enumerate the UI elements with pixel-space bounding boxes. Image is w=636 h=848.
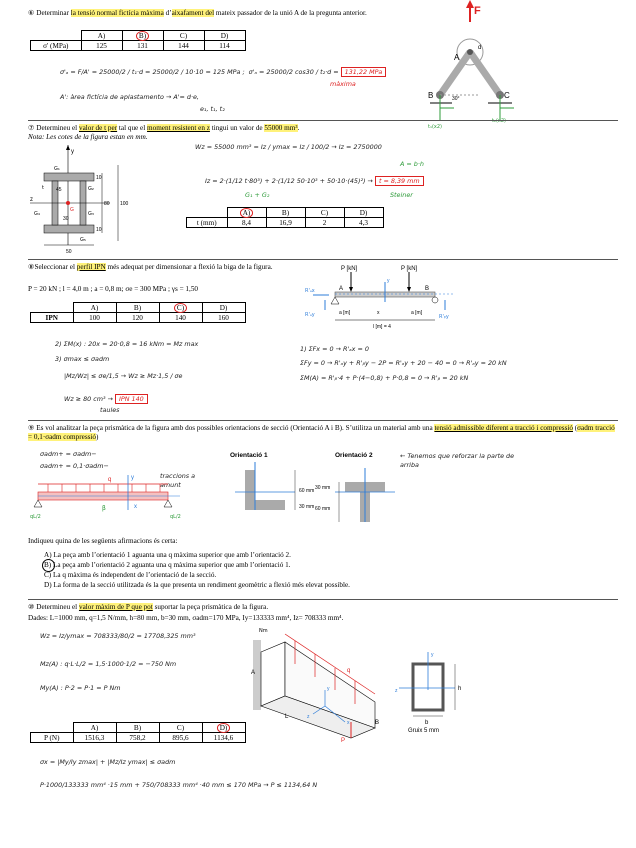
q10-label-Nm: Nm	[259, 628, 268, 634]
q9-option-c[interactable]: C) La q màxima és independent de l’orientació de la secció.	[44, 571, 217, 579]
q7-work-4: G₁ + G₂	[245, 191, 270, 199]
q6-answer-table: A) B) C) D) σ' (MPa) 125 131 144 114	[30, 30, 246, 51]
q9-dim2b: 60 mm	[315, 506, 331, 512]
q10-label-L: L	[285, 714, 289, 720]
q8-work-7: ΣFy = 0 → R'ₐy + R'ᵦy − 2P = R'ₐy + 20 − 40 = 0 → R'ₐy = 20 kN	[300, 359, 507, 367]
q7-selected-option: A)	[240, 208, 254, 218]
q9-prompt: Indiqueu quina de les següents afirmacions és certa:	[28, 537, 178, 545]
q8-label-A: A	[339, 286, 344, 292]
q10-label-z: z	[307, 714, 310, 720]
q8-label-a1: a [m]	[339, 310, 351, 316]
q8-label-B: B	[425, 286, 430, 292]
q9-dim1a: 60 mm	[299, 488, 315, 494]
q10-label-A: A	[251, 670, 256, 676]
q9-label-ra: qL/2	[30, 514, 41, 520]
q7-dim-10b: 10	[96, 227, 102, 233]
q8-label-x: x	[377, 310, 380, 316]
q6-label-d: d	[478, 45, 482, 51]
q6-label-t1: t₁(x2)	[428, 124, 443, 130]
q7-axis-z: z	[30, 197, 33, 203]
q7-result-box: t = 8,39 mm	[375, 176, 424, 186]
q7-work-3: A = b·h	[400, 160, 424, 168]
q8-work-2: 3) σmax ≤ σadm	[55, 355, 110, 363]
q6-label-angle: 30°	[452, 96, 460, 102]
q7-answer-table: A) B) C) D) t (mm) 8,4 16,9 2 4,3	[186, 207, 384, 228]
q6-divider	[28, 120, 618, 121]
q10-label-x: x	[347, 720, 350, 726]
q6-selected-option: B)	[136, 31, 149, 41]
q7-label-g4: G₄	[34, 211, 40, 217]
q10-label-q: q	[347, 668, 351, 674]
q10-work-5: P·1000/133333 mm⁴ ·15 mm + 750/708333 mm⁴ ·40 mm ≤ 170 MPa → P ≤ 1134,64 N	[40, 781, 318, 789]
q8-divider	[28, 420, 618, 421]
q10-gruix: Gruix 5 mm	[408, 728, 440, 734]
q8-label-rax: R'ₐx	[305, 288, 315, 294]
q7-axis-y: y	[71, 149, 74, 155]
q10-label-P: P	[341, 738, 346, 744]
q7-work-2: Iz = 2·(1/12 t·80³) + 2·(1/12 50·10³ + 50·10·(45)²) → t = 8,39 mm	[205, 177, 424, 186]
q9-option-a[interactable]: A) La peça amb l’orientació 1 aguanta una q màxima superior que amb l’orientació 2.	[44, 551, 291, 559]
q7-section-figure	[30, 145, 140, 255]
q7-dim-10a: 10	[96, 175, 102, 181]
q8-statement: ⑧Seleccionar el perfil IPN més adequat per dimensionar a flexió la biga de la figura.	[28, 263, 273, 271]
q6-statement: ⑥ Determinar la tensió normal fictícia màxima d’aixafament del mateix passador de la unió A de la pregunta anterior.	[28, 9, 367, 17]
q10-section-b: b	[425, 720, 429, 726]
q8-label-ray: R'ₐy	[305, 312, 315, 318]
q8-work-6: 1) ΣFx = 0 → R'ₐx = 0	[300, 345, 369, 353]
q8-work-1: 2) ΣM(x) : 20x = 20·0,8 = 16 kNm = Mz max	[55, 340, 199, 348]
q7-dim-80: 80	[104, 201, 110, 207]
q7-label-g2: G₂	[88, 186, 94, 192]
q10-data: Dades: L=1000 mm, q=1,5 N/mm, h=80 mm, b=30 mm, σadm=170 MPa, Iy=133333 mm⁴, Iz= 708333 mm⁴.	[28, 614, 344, 622]
q6-result-box: 131,22 MPa	[341, 67, 387, 77]
q8-label-l: l [m] = 4	[373, 324, 391, 330]
q7-label-g1: G₁	[54, 166, 60, 172]
q6-label-F: F	[474, 5, 481, 17]
q8-work-8: ΣM(A) = R'ᵦ·4 + P·(4−0,8) + P·0,8 = 0 → R'ᵦ = 20 kN	[300, 374, 469, 382]
q10-selected-option: D)	[217, 723, 231, 733]
q9-label-q: q	[108, 477, 112, 483]
q10-label-y: y	[327, 686, 330, 692]
q9-label-y: y	[131, 475, 134, 481]
q10-answer-table: A) B) C) D) P (N) 1516,3 758,2 895,6 1134,6	[30, 722, 246, 743]
q7-divider	[28, 259, 618, 260]
q10-section-h: h	[458, 686, 462, 692]
q8-answer-table: A) B) C) D) IPN 100 120 140 160	[30, 302, 246, 323]
q8-work-3: |Mz/Wz| ≤ σe/1,5 → Wz ≥ Mz·1,5 / σe	[64, 372, 183, 380]
q9-orient2-title: Orientació 2	[335, 452, 373, 459]
q8-work-5: taules	[100, 406, 120, 414]
q7-label-g5: G₅	[80, 237, 86, 243]
q10-work-1: Wz = Iz/ymax = 708333/80/2 = 17708,325 mm³	[40, 632, 196, 640]
q7-note: Nota: Les cotes de la figura estan en mm.	[28, 133, 148, 141]
q10-work-3: My(A) : P·2 = P·1 = P Nm	[40, 684, 121, 692]
q7-dim-45: 45	[56, 187, 62, 193]
q10-beam-figure	[225, 622, 395, 742]
q10-section-y: y	[431, 652, 434, 658]
q7-statement: ⑦ Determineu el valor de t per tal que el moment resistent en z tingui un valor de 55000 mm³.	[28, 124, 300, 132]
q9-dim1b: 30 mm	[299, 504, 315, 510]
q8-label-a2: a [m]	[411, 310, 423, 316]
q7-label-t: t	[42, 185, 44, 191]
q7-work-5: Steiner	[390, 191, 413, 199]
q8-work-4: Wz ≥ 80 cm³ → IPN 140	[64, 395, 148, 404]
q9-hw-1: σadm+ = σadm−	[40, 450, 97, 458]
q9-hw-2: σadm+ = 0,1·σadm−	[40, 462, 109, 470]
q8-label-rby: R'ᵦy	[439, 314, 449, 320]
q9-hw-4: ← Tenemos que reforzar la parte de arriba	[400, 452, 515, 469]
q10-section-figure	[395, 650, 485, 725]
q6-note: màxima	[330, 80, 356, 88]
q6-work-3: e₁, t₁, t₂	[200, 105, 225, 113]
q7-label-G: G	[70, 207, 74, 213]
q9-option-b[interactable]: B) La peça amb l’orientació 2 aguanta una q màxima superior que amb l’orientació 1.	[44, 561, 291, 569]
q8-load-P2: P [kN]	[401, 266, 418, 272]
q7-dim-100: 100	[120, 201, 129, 207]
q8-data: P = 20 kN ; l = 4,0 m ; a = 0,8 m; σe = 300 MPa ; γs = 1,50	[28, 285, 199, 293]
q9-hw-3: traccions a amunt	[160, 472, 196, 489]
q8-result-box: IPN 140	[115, 394, 148, 404]
q10-work-4: σx = |My/Iy zmax| + |Mz/Iz ymax| ≤ σadm	[40, 758, 176, 766]
q8-label-y: y	[387, 278, 390, 284]
q8-beam-figure	[305, 262, 625, 342]
q6-work-1: σ'ₐ = F/A' = 25000/2 / t₁·d = 25000/2 / 10·10 = 125 MPa ; σ'ₐ = 25000/2 cos30 / t₂·d = 131,22 MPa	[60, 68, 386, 77]
q8-selected-option: C)	[174, 303, 187, 313]
q6-work-2: A': àrea fictícia de aplastamento → A'= d·e,	[60, 93, 199, 101]
q6-label-B: B	[428, 91, 434, 100]
q6-label-C: C	[504, 91, 510, 100]
q9-statement: ⑨ Es vol analitzar la peça prismàtica de la figura amb dos possibles orientacions de secció (Orientació A i B). S’utilitza un material amb una tensió admissible diferent a tracció i compressió (σadm tracció = 0,1·σadm compressió)	[28, 424, 615, 441]
q7-dim-50: 50	[66, 249, 72, 255]
q9-orient1-title: Orientació 1	[230, 452, 268, 459]
q10-section-z: z	[395, 688, 398, 694]
q9-dim2a: 30 mm	[315, 485, 331, 491]
q7-work-1: Wz = 55000 mm³ = Iz / ymax = Iz / 100/2 → Iz = 2750000	[195, 143, 382, 151]
q8-load-P1: P [kN]	[341, 266, 358, 272]
q6-truss-figure	[420, 0, 620, 135]
q9-label-rb: qL/2	[170, 514, 181, 520]
q9-label-beta: β	[102, 505, 106, 512]
q9-orient2-figure	[315, 462, 425, 522]
q6-label-A: A	[454, 53, 460, 62]
q9-option-d[interactable]: D) La forma de la secció utilitzada és la que presenta un rendiment geomètric a flexió més elevat possible.	[44, 581, 350, 589]
q6-label-t2: t₂(x2)	[492, 118, 507, 124]
q10-label-B: B	[375, 720, 380, 726]
q9-label-x: x	[134, 504, 137, 510]
q9-beam-figure	[30, 470, 205, 530]
q7-dim-30: 30	[63, 216, 69, 222]
q7-label-g3: G₃	[88, 211, 94, 217]
q10-statement: ⑩ Determineu el valor màxim de P que pot suportar la peça prismàtica de la figura.	[28, 603, 269, 611]
q9-divider	[28, 599, 618, 600]
q10-work-2: Mz(A) : q·L·L/2 = 1,5·1000·1/2 = −750 Nm	[40, 660, 177, 668]
